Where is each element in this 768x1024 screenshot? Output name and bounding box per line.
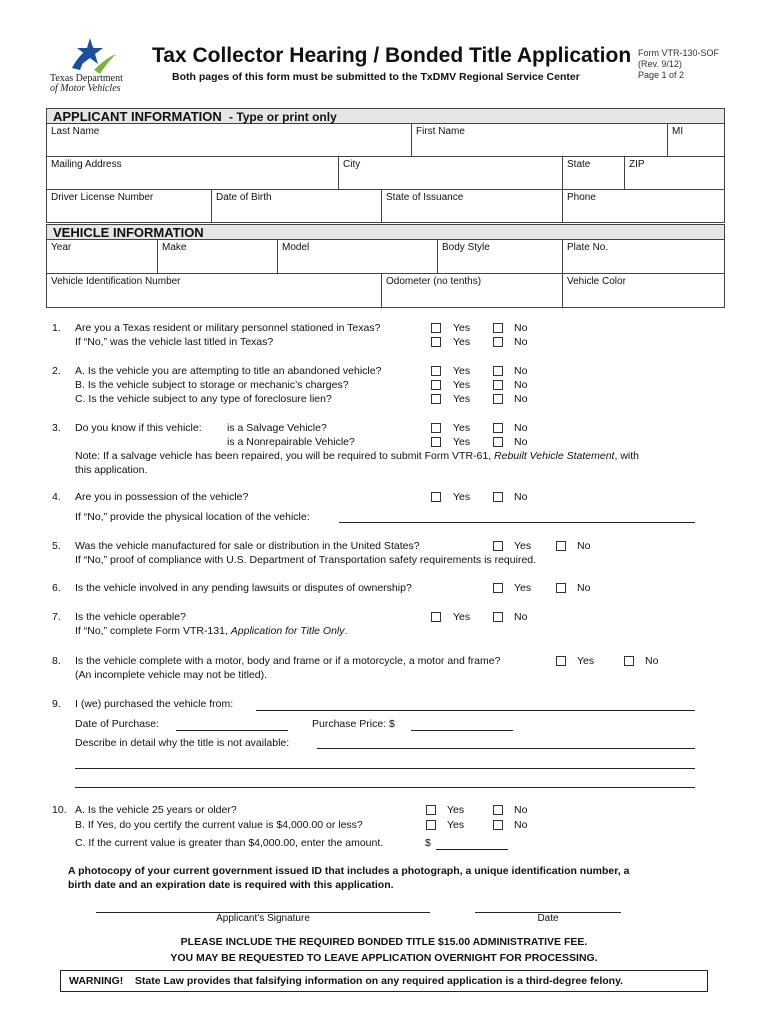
q2c-text: C. Is the vehicle subject to any type of foreclosure lien? <box>75 393 332 405</box>
state-of-issuance-field[interactable]: State of Issuance <box>381 190 562 222</box>
form-id-block <box>638 48 719 81</box>
q3-nonrep-yes-checkbox[interactable] <box>431 437 441 447</box>
phone-field[interactable]: Phone <box>562 190 724 222</box>
q10a-no-checkbox[interactable] <box>493 805 503 815</box>
q9-describe-label: Describe in detail why the title is not available: <box>75 737 290 749</box>
q3-nonrepairable-text: is a Nonrepairable Vehicle? <box>227 436 355 448</box>
q10c-dollar-sign: $ <box>425 837 431 849</box>
q1-number: 1. <box>52 322 61 334</box>
fee-notice: PLEASE INCLUDE THE REQUIRED BONDED TITLE $15.00 ADMINISTRATIVE FEE. <box>180 936 588 948</box>
q3-salvage-no-checkbox[interactable] <box>493 423 503 433</box>
q3-salvage-no-label: No <box>514 422 528 434</box>
q7-yes-label: Yes <box>453 611 471 623</box>
q2a-yes-checkbox[interactable] <box>431 366 441 376</box>
page-subtitle: Both pages of this form must be submitted to the TxDMV Regional Service Center <box>172 71 580 83</box>
agency-name: Texas Department of Motor Vehicles <box>50 73 123 94</box>
q1b-yes-checkbox[interactable] <box>431 337 441 347</box>
vehicle-row-1 <box>46 240 725 274</box>
q9-price-label: Purchase Price: $ <box>312 718 395 730</box>
mailing-address-field[interactable]: Mailing Address <box>51 159 122 170</box>
q7-text: Is the vehicle operable? <box>75 611 186 623</box>
first-name-field[interactable]: First Name <box>411 124 667 156</box>
q10b-no-checkbox[interactable] <box>493 820 503 830</box>
q1-text: Are you a Texas resident or military personnel stationed in Texas? <box>75 322 381 334</box>
q9-date-input-line[interactable] <box>176 730 288 731</box>
plate-number-field[interactable]: Plate No. <box>562 240 724 273</box>
q2c-no-checkbox[interactable] <box>493 394 503 404</box>
id-requirement-note-line1: A photocopy of your current government issued ID that includes a photograph, a unique identification number, a <box>68 865 630 877</box>
q1b-no-label: No <box>514 336 528 348</box>
applicant-row-address <box>46 157 725 190</box>
q1b-yes-label: Yes <box>453 336 471 348</box>
q4-no-checkbox[interactable] <box>493 492 503 502</box>
vin-field[interactable]: Vehicle Identification Number <box>51 276 181 287</box>
q2b-yes-checkbox[interactable] <box>431 380 441 390</box>
q10b-no-label: No <box>514 819 528 831</box>
q4-no-label: No <box>514 491 528 503</box>
q7-no-label: No <box>514 611 528 623</box>
q4-number: 4. <box>52 491 61 503</box>
last-name-field[interactable]: Last Name <box>51 126 100 137</box>
form-revision: (Rev. 9/12) <box>638 59 682 69</box>
make-field[interactable]: Make <box>157 240 277 273</box>
q1-yes-checkbox[interactable] <box>431 323 441 333</box>
q4-yes-label: Yes <box>453 491 471 503</box>
q8-yes-label: Yes <box>577 655 595 667</box>
q8-text: Is the vehicle complete with a motor, body and frame or if a motorcycle, a motor and frame? <box>75 655 501 667</box>
q6-no-checkbox[interactable] <box>556 583 566 593</box>
q10b-yes-checkbox[interactable] <box>426 820 436 830</box>
q5-number: 5. <box>52 540 61 552</box>
q9-describe-input-line-1[interactable] <box>317 748 695 749</box>
q10a-yes-checkbox[interactable] <box>426 805 436 815</box>
date-label: Date <box>537 913 559 924</box>
q5-yes-label: Yes <box>514 540 532 552</box>
q1-yes-label: Yes <box>453 322 471 334</box>
q3-note-continued: this application. <box>75 464 148 476</box>
warning-text: State Law provides that falsifying information on any required application is a third-degree felony. <box>134 975 624 987</box>
q8-followup-text: (An incomplete vehicle may not be titled). <box>75 669 268 681</box>
q6-number: 6. <box>52 582 61 594</box>
id-requirement-note-line2: birth date and an expiration date is required with this application. <box>68 879 394 891</box>
q10b-text: B. If Yes, do you certify the current value is $4,000.00 or less? <box>75 819 363 831</box>
q2c-yes-label: Yes <box>453 393 471 405</box>
q10c-text: C. If the current value is greater than $4,000.00, enter the amount. <box>75 837 384 849</box>
q2b-yes-label: Yes <box>453 379 471 391</box>
q5-yes-checkbox[interactable] <box>493 541 503 551</box>
q8-number: 8. <box>52 655 61 667</box>
overnight-notice: YOU MAY BE REQUESTED TO LEAVE APPLICATION OVERNIGHT FOR PROCESSING. <box>170 952 598 964</box>
q3-number: 3. <box>52 422 61 434</box>
q7-number: 7. <box>52 611 61 623</box>
warning-box <box>60 970 708 992</box>
state-field[interactable]: State <box>562 157 624 189</box>
q6-yes-checkbox[interactable] <box>493 583 503 593</box>
q2c-yes-checkbox[interactable] <box>431 394 441 404</box>
q3-nonrep-no-checkbox[interactable] <box>493 437 503 447</box>
q4-location-label: If “No,” provide the physical location of the vehicle: <box>75 511 310 523</box>
q9-seller-input-line[interactable] <box>256 710 695 711</box>
q9-describe-input-line-2[interactable] <box>75 768 695 769</box>
q2a-text: A. Is the vehicle you are attempting to title an abandoned vehicle? <box>75 365 382 377</box>
q8-no-checkbox[interactable] <box>624 656 634 666</box>
driver-license-field[interactable]: Driver License Number <box>51 192 154 203</box>
odometer-field[interactable]: Odometer (no tenths) <box>381 274 562 307</box>
q7-followup-text: If “No,” complete Form VTR-131, Application for Title Only. <box>75 625 348 637</box>
q3-nonrep-no-label: No <box>514 436 528 448</box>
q3-salvage-yes-label: Yes <box>453 422 471 434</box>
middle-initial-field[interactable]: MI <box>667 124 724 156</box>
q9-price-input-line[interactable] <box>411 730 513 731</box>
applicant-section-heading: APPLICANT INFORMATION - Type or print only <box>46 108 725 124</box>
q8-no-label: No <box>645 655 659 667</box>
q1-followup-text: If “No,” was the vehicle last titled in Texas? <box>75 336 274 348</box>
q5-no-label: No <box>577 540 591 552</box>
q4-yes-checkbox[interactable] <box>431 492 441 502</box>
q3-text: Do you know if this vehicle: <box>75 422 202 434</box>
q2a-yes-label: Yes <box>453 365 471 377</box>
body-style-field[interactable]: Body Style <box>437 240 562 273</box>
q5-followup-text: If “No,” proof of compliance with U.S. Department of Transportation safety requirements is required. <box>75 554 537 566</box>
q7-yes-checkbox[interactable] <box>431 612 441 622</box>
q10c-amount-input-line[interactable] <box>436 849 508 850</box>
date-of-birth-field[interactable]: Date of Birth <box>211 190 381 222</box>
q9-number: 9. <box>52 698 61 710</box>
q3-salvage-yes-checkbox[interactable] <box>431 423 441 433</box>
vehicle-row-2 <box>46 274 725 308</box>
q6-text: Is the vehicle involved in any pending lawsuits or disputes of ownership? <box>75 582 412 594</box>
q2c-no-label: No <box>514 393 528 405</box>
q1-no-label: No <box>514 322 528 334</box>
q4-text: Are you in possession of the vehicle? <box>75 491 249 503</box>
q1-no-checkbox[interactable] <box>493 323 503 333</box>
q10a-text: A. Is the vehicle 25 years or older? <box>75 804 237 816</box>
q10b-yes-label: Yes <box>447 819 465 831</box>
year-field[interactable]: Year <box>51 242 72 253</box>
page-title: Tax Collector Hearing / Bonded Title Application <box>152 44 632 67</box>
page-number: Page 1 of 2 <box>638 70 685 80</box>
q2b-no-label: No <box>514 379 528 391</box>
q10a-yes-label: Yes <box>447 804 465 816</box>
model-field[interactable]: Model <box>277 240 437 273</box>
form-number: Form VTR-130-SOF <box>638 48 720 58</box>
q6-no-label: No <box>577 582 591 594</box>
q4-location-input-line[interactable] <box>339 522 695 523</box>
q2a-no-checkbox[interactable] <box>493 366 503 376</box>
vehicle-section-heading: VEHICLE INFORMATION <box>46 224 725 240</box>
q9-seller-label: I (we) purchased the vehicle from: <box>75 698 234 710</box>
vehicle-color-field[interactable]: Vehicle Color <box>562 274 724 307</box>
applicant-row-name <box>46 124 725 157</box>
q8-yes-checkbox[interactable] <box>556 656 566 666</box>
q6-yes-label: Yes <box>514 582 532 594</box>
q3-nonrep-yes-label: Yes <box>453 436 471 448</box>
q2a-no-label: No <box>514 365 528 377</box>
warning-label: WARNING! <box>69 975 124 987</box>
q2-number: 2. <box>52 365 61 377</box>
q5-text: Was the vehicle manufactured for sale or distribution in the United States? <box>75 540 420 552</box>
q3-salvage-text: is a Salvage Vehicle? <box>227 422 327 434</box>
applicant-row-license <box>46 190 725 223</box>
signature-label: Applicant’s Signature <box>216 913 310 924</box>
q9-describe-input-line-3[interactable] <box>75 787 695 788</box>
q1b-no-checkbox[interactable] <box>493 337 503 347</box>
q10-number: 10. <box>52 804 67 816</box>
zip-field[interactable]: ZIP <box>624 157 724 189</box>
q3-note: Note: If a salvage vehicle has been repaired, you will be required to submit Form VTR-61, Rebuilt Vehicle Statement, with <box>75 450 639 462</box>
q2b-text: B. Is the vehicle subject to storage or mechanic’s charges? <box>75 379 349 391</box>
q2b-no-checkbox[interactable] <box>493 380 503 390</box>
q9-date-label: Date of Purchase: <box>75 718 160 730</box>
q7-no-checkbox[interactable] <box>493 612 503 622</box>
q10a-no-label: No <box>514 804 528 816</box>
q5-no-checkbox[interactable] <box>556 541 566 551</box>
city-field[interactable]: City <box>338 157 562 189</box>
